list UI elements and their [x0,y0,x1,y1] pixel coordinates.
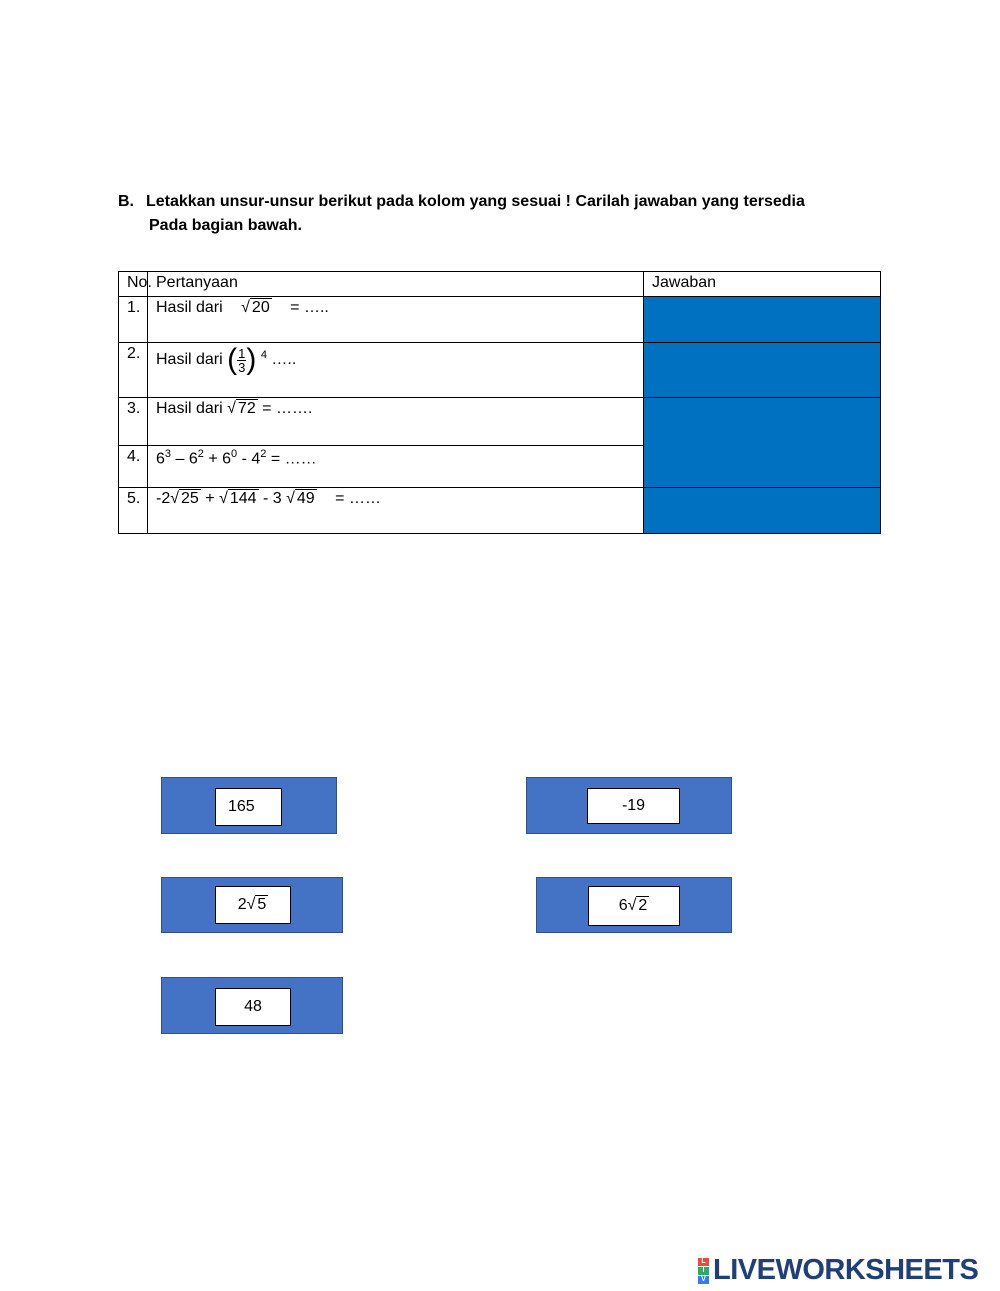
exponent: 3 [164,448,172,460]
table-row [119,488,881,534]
question-table [118,271,881,534]
exponent: 2 [260,448,267,460]
answer-tile-minus-19[interactable] [526,777,732,834]
base: 6 [156,450,165,468]
logo-block: V [698,1276,709,1284]
exponent: 4 [260,348,267,361]
table-row [119,297,881,343]
radicand: 25 [181,490,199,507]
exponent: 2 [197,448,204,460]
logo-icon [698,1258,709,1284]
question-suffix: = ….. [290,299,329,316]
row-number: 4. [119,446,148,488]
operator: + [208,450,218,468]
header-answer: Jawaban [644,272,881,297]
radicand: 49 [296,490,315,507]
logo-block: I [698,1267,709,1275]
answer-tile-48[interactable] [161,977,343,1034]
table-row [119,343,881,398]
answer-tile-2-sqrt-5[interactable] [161,877,343,933]
logo-block: L [698,1258,709,1266]
sqrt-expression: √ 2 [627,897,648,914]
answer-dropzone-3[interactable] [644,398,881,488]
sqrt-expression: √ 25 [170,490,199,507]
radicand: 2 [638,897,648,914]
radicand: 144 [229,490,257,507]
coefficient: -2 [156,490,171,507]
header-no: No. [119,272,148,297]
question-cell [148,398,644,446]
sqrt-expression: √ 144 [219,490,257,507]
denominator: 3 [238,359,246,375]
question-prefix: Hasil dari [156,351,223,369]
question-suffix: = ……. [262,400,313,417]
liveworksheets-logo [698,1254,978,1287]
exponent: 0 [231,448,238,460]
base: 6 [222,450,232,468]
coefficient: 6 [618,897,628,914]
section-letter: B. [118,193,134,210]
operator: - 3 [263,490,282,507]
table-header [119,272,881,297]
instruction-line-2: Pada bagian bawah. [149,217,302,234]
question-suffix: = …… [335,490,381,507]
radicand: 72 [237,400,256,417]
question-cell [148,343,644,398]
question-suffix: ….. [271,351,297,369]
sqrt-expression: √ 20 [241,299,270,316]
base: 6 [188,450,198,468]
question-prefix: Hasil dari [156,299,223,316]
question-suffix: = …… [270,450,317,468]
numerator: 1 [238,345,246,361]
operator: - [241,450,247,468]
row-number: 1. [119,297,148,343]
logo-text: LIVEWORKSHEETS [713,1254,979,1286]
answer-tile-label: 165 [215,788,282,826]
instruction [118,190,918,238]
answer-tile-label: -19 [587,788,680,824]
answer-dropzone-5[interactable] [644,488,881,534]
row-number: 3. [119,398,148,446]
answer-dropzone-1[interactable] [644,297,881,343]
question-cell [148,446,644,488]
table-row [119,398,881,446]
fraction-expression: ( $\frac{1}{3}$ ) [227,343,257,376]
base: 4 [251,450,261,468]
sqrt-expression: √ 49 [286,490,315,507]
row-number: 5. [119,488,148,534]
answer-tile-label [215,886,291,924]
instruction-text-1: Letakkan unsur-unsur berikut pada kolom yang sesuai ! Carilah jawaban yang tersedia [146,193,805,210]
radicand: 5 [257,896,267,913]
operator: + [205,490,215,507]
answer-tile-label [588,886,680,926]
sqrt-expression: √ 5 [246,896,267,913]
answer-tile-6-sqrt-2[interactable] [536,877,732,933]
operator: – [175,450,185,468]
answer-dropzone-2[interactable] [644,343,881,398]
header-question: Pertanyaan [148,272,644,297]
answer-tile-165[interactable] [161,777,337,834]
row-number: 2. [119,343,148,398]
answer-tile-label: 48 [215,988,291,1026]
radicand: 20 [251,299,270,316]
coefficient: 2 [237,896,247,913]
question-prefix: Hasil dari [156,400,223,417]
question-cell [148,488,644,534]
instruction-line-1 [118,190,918,214]
question-cell [148,297,644,343]
sqrt-expression: √ 72 [227,400,256,417]
